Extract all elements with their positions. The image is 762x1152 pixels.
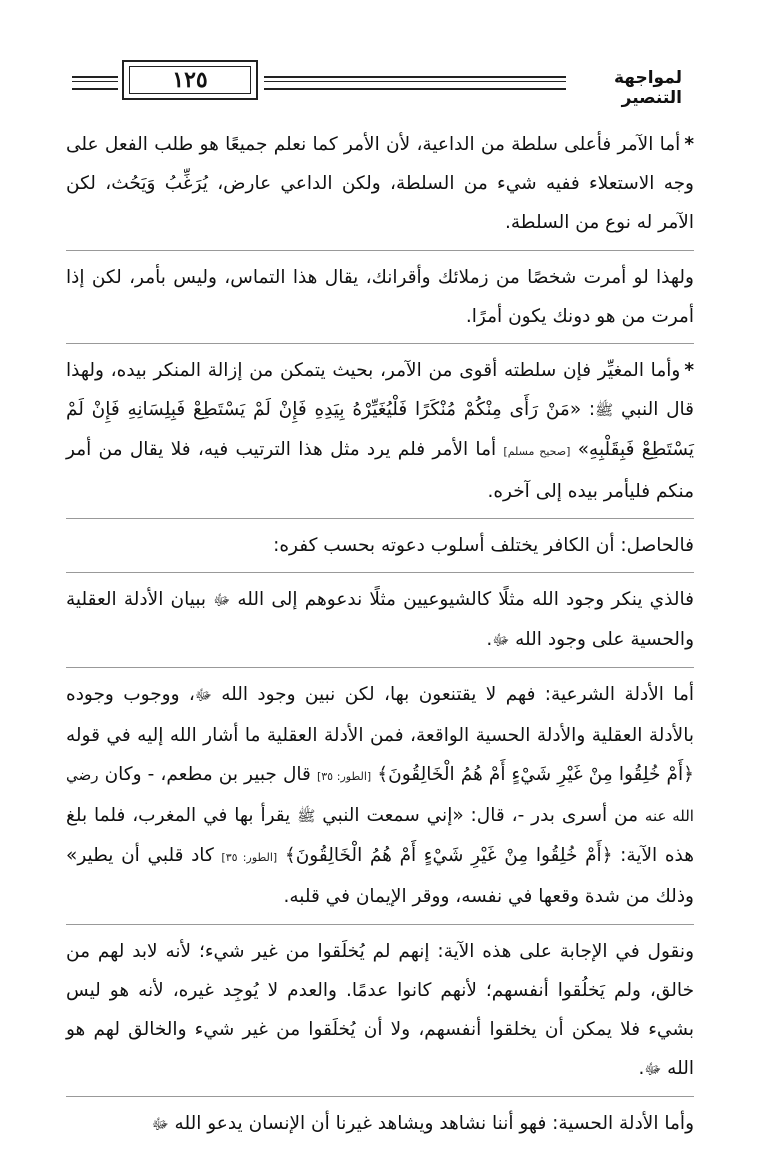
text-run: يقرأ بها في المغرب، فلما بلغ هذه الآية: bbox=[66, 805, 694, 867]
paragraph bbox=[66, 344, 694, 519]
quote-text: ﴿أَمْ خُلِقُوا مِنْ غَيْرِ شَيْءٍ أَمْ هُمُ الْخَالِقُونَ﴾ bbox=[284, 845, 613, 867]
paragraph bbox=[66, 668, 694, 924]
text-run: قال جبير بن مطعم، - وكان bbox=[98, 763, 317, 785]
citation-reference: [صحيح مسلم] bbox=[503, 445, 571, 459]
text-run: ، ووجوب وجوده بالأدلة العقلية والأدلة الحسية الواقعة، فمن الأدلة العقلية ما أشار الله إليه في قوله bbox=[66, 684, 694, 746]
text-run: : « bbox=[569, 399, 596, 421]
text-run: من أسرى بدر -، قال: «إني سمعت النبي bbox=[315, 805, 645, 827]
paragraph bbox=[66, 251, 694, 344]
bullet-star: * bbox=[684, 134, 694, 155]
header-rule-right bbox=[264, 76, 566, 90]
paragraph bbox=[66, 925, 694, 1098]
honorific-glyph: ﷻ bbox=[492, 631, 510, 650]
page-body bbox=[66, 118, 694, 1152]
paragraph bbox=[66, 519, 694, 573]
page-number: ١٢٥ bbox=[129, 66, 251, 94]
paragraph bbox=[66, 1097, 694, 1151]
header-rule-left-middle bbox=[72, 81, 118, 82]
text-run: . bbox=[486, 629, 493, 651]
quote-text: مَنْ رَأَى مِنْكُمْ مُنْكَرًا فَلْيُغَيِّرْهُ بِيَدِهِ فَإِنْ لَمْ يَسْتَطِعْ فَبِلِسَانِهِ فَإِنْ لَمْ يَسْتَطِعْ فَبِقَلْبِهِ bbox=[66, 399, 694, 461]
bullet-star: * bbox=[684, 360, 694, 382]
text-run: أما الآمر فأعلى سلطة من الداعية، لأن الأمر كما نعلم جميعًا هو طلب الفعل على وجه الاستعلاء ففيه شيء من السلطة، ولكن الداعي عارض، يُرَغِّبُ وَيَحُث، لكن الآمر له نوع من السلطة. bbox=[66, 134, 694, 234]
header-rule-right-middle bbox=[264, 81, 566, 82]
text-run: وأما المغيِّر فإن سلطته أقوى من الآمر، بحيث يتمكن من إزالة المنكر بيده، ولهذا قال النبي bbox=[66, 360, 694, 421]
paragraph bbox=[66, 118, 694, 251]
quote-text: ﴿أَمْ خُلِقُوا مِنْ غَيْرِ شَيْءٍ أَمْ هُمُ الْخَالِقُونَ﴾ bbox=[377, 763, 694, 785]
page-number-box bbox=[122, 60, 258, 100]
citation-reference: [الطور: ٣٥] bbox=[221, 851, 278, 865]
text-run: كاد قلبي أن يطير» وذلك من شدة وقعها في نفسه، ووقر الإيمان في قلبه. bbox=[66, 845, 694, 908]
text-run: فالحاصل: أن الكافر يختلف أسلوب دعوته بحسب كفره: bbox=[273, 534, 694, 556]
honorific-glyph: ﷻ bbox=[644, 1060, 662, 1079]
text-run: وأما الأدلة الحسية: فهو أننا نشاهد ويشاهد غيرنا أن الإنسان يدعو الله bbox=[168, 1113, 694, 1135]
text-run: . bbox=[638, 1058, 645, 1080]
honorific-glyph: ﷺ bbox=[595, 401, 614, 420]
text-run bbox=[277, 845, 285, 866]
page-header bbox=[72, 60, 682, 108]
honorific-glyph: ﷺ bbox=[297, 807, 316, 826]
honorific-glyph: ﷻ bbox=[213, 591, 231, 610]
header-rule-left bbox=[72, 76, 118, 90]
citation-reference: [الطور: ٣٥] bbox=[316, 769, 372, 783]
text-run: ونقول في الإجابة على هذه الآية: إنهم لم يُخلَقوا من غير شيء؛ لأنه لابد لهم من خالق، ولم يَخلُقوا أنفسهم؛ لأنهم كانوا عدمًا. والعدم لا يُوجِد غيره، لأنه هو ليس بشيء فلا يمكن أن يخلقوا أنفسهم، ولا أن يُخلَقوا من غير شيء والخالق لهم هو الله bbox=[66, 940, 694, 1080]
text-run: أما الأمر فلم يرد مثل هذا الترتيب فيه، فلا يقال من أمر منكم فليأمر بيده إلى آخره. bbox=[66, 439, 694, 502]
text-run: أما الأدلة الشرعية: فهم لا يقتنعون بها، لكن نبين وجود الله bbox=[211, 684, 694, 706]
honorific-glyph: ﷻ bbox=[194, 686, 212, 705]
text-run: ببيان الأدلة العقلية والحسية على وجود الله bbox=[66, 589, 694, 651]
text-run: فالذي ينكر وجود الله مثلًا كالشيوعيين مثلًا ندعوهم إلى الله bbox=[230, 589, 694, 611]
text-run: ولهذا لو أمرت شخصًا من زملائك وأقرانك، يقال هذا التماس، وليس بأمر، لكن إذا أمرت من هو دونك يكون أمرًا. bbox=[66, 266, 694, 327]
text-run: » bbox=[570, 439, 590, 461]
honorific-glyph: رضي الله عنه bbox=[66, 765, 694, 826]
honorific-glyph: ﷻ bbox=[151, 1115, 169, 1134]
paragraph bbox=[66, 573, 694, 668]
running-title: لمواجهة التنصير bbox=[613, 68, 682, 108]
